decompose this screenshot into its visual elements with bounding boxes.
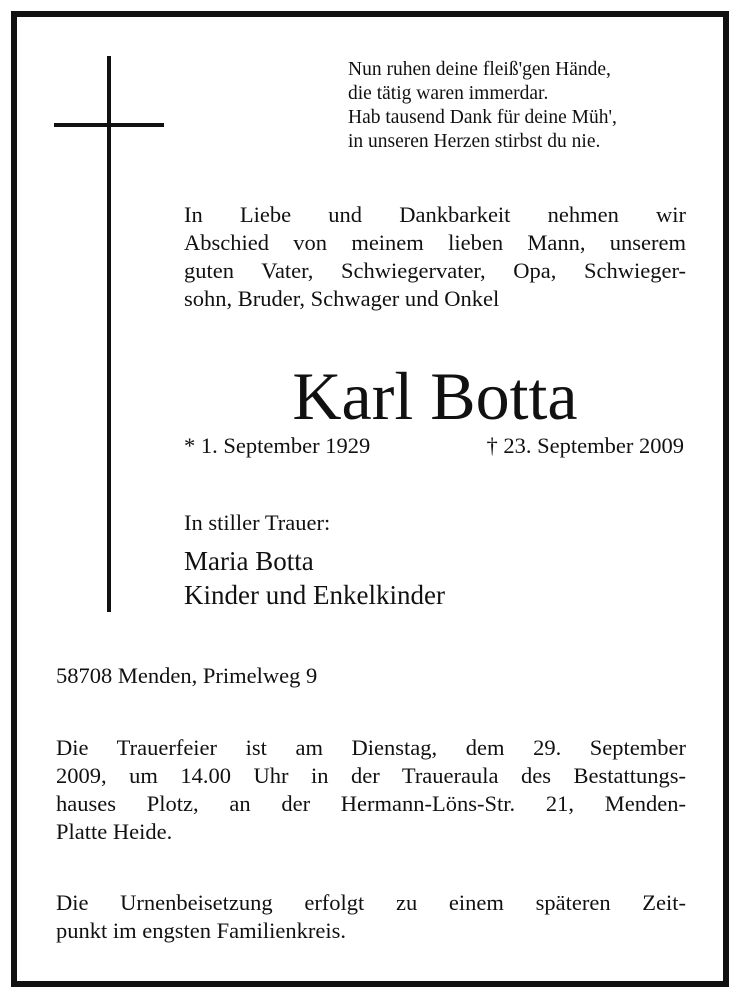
intro-line: sohn, Bruder, Schwager und Onkel (184, 286, 500, 311)
urn-burial-paragraph (56, 889, 686, 945)
mourner-name: Maria Botta (184, 546, 314, 576)
intro-paragraph (184, 201, 686, 313)
intro-line: Abschied von meinem lieben Mann, unserem (184, 230, 686, 255)
mourners-list (184, 544, 445, 612)
service-line: 2009, um 14.00 Uhr in der Traueraula des Bestattungs- (56, 763, 686, 788)
deceased-name: Karl Botta (292, 358, 578, 434)
mourner-name: Kinder und Enkelkinder (184, 580, 445, 610)
service-line: hauses Plotz, an der Hermann-Löns-Str. 21, Menden- (56, 791, 686, 816)
life-dates (184, 432, 684, 460)
funeral-service-paragraph (56, 734, 686, 846)
urn-line: punkt im engsten Familienkreis. (56, 918, 346, 943)
verse-line: die tätig waren immerdar. (348, 83, 549, 104)
family-address: 58708 Menden, Primelweg 9 (56, 663, 318, 688)
cross-icon-horizontal (54, 123, 164, 127)
intro-line: In Liebe und Dankbarkeit nehmen wir (184, 202, 686, 227)
memorial-verse (348, 58, 617, 154)
verse-line: in unseren Herzen stirbst du nie. (348, 131, 601, 152)
mourning-label: In stiller Trauer: (184, 510, 331, 535)
service-line: Platte Heide. (56, 819, 173, 844)
urn-line: Die Urnenbeisetzung erfolgt zu einem späteren Zeit- (56, 890, 686, 915)
verse-line: Hab tausend Dank für deine Müh', (348, 107, 617, 128)
death-date: † 23. September 2009 (486, 433, 684, 458)
service-line: Die Trauerfeier ist am Dienstag, dem 29. September (56, 735, 686, 760)
birth-date: * 1. September 1929 (184, 433, 371, 458)
intro-line: guten Vater, Schwiegervater, Opa, Schwieger- (184, 258, 686, 283)
verse-line: Nun ruhen deine fleiß'gen Hände, (348, 59, 611, 80)
cross-icon-vertical (107, 56, 111, 612)
